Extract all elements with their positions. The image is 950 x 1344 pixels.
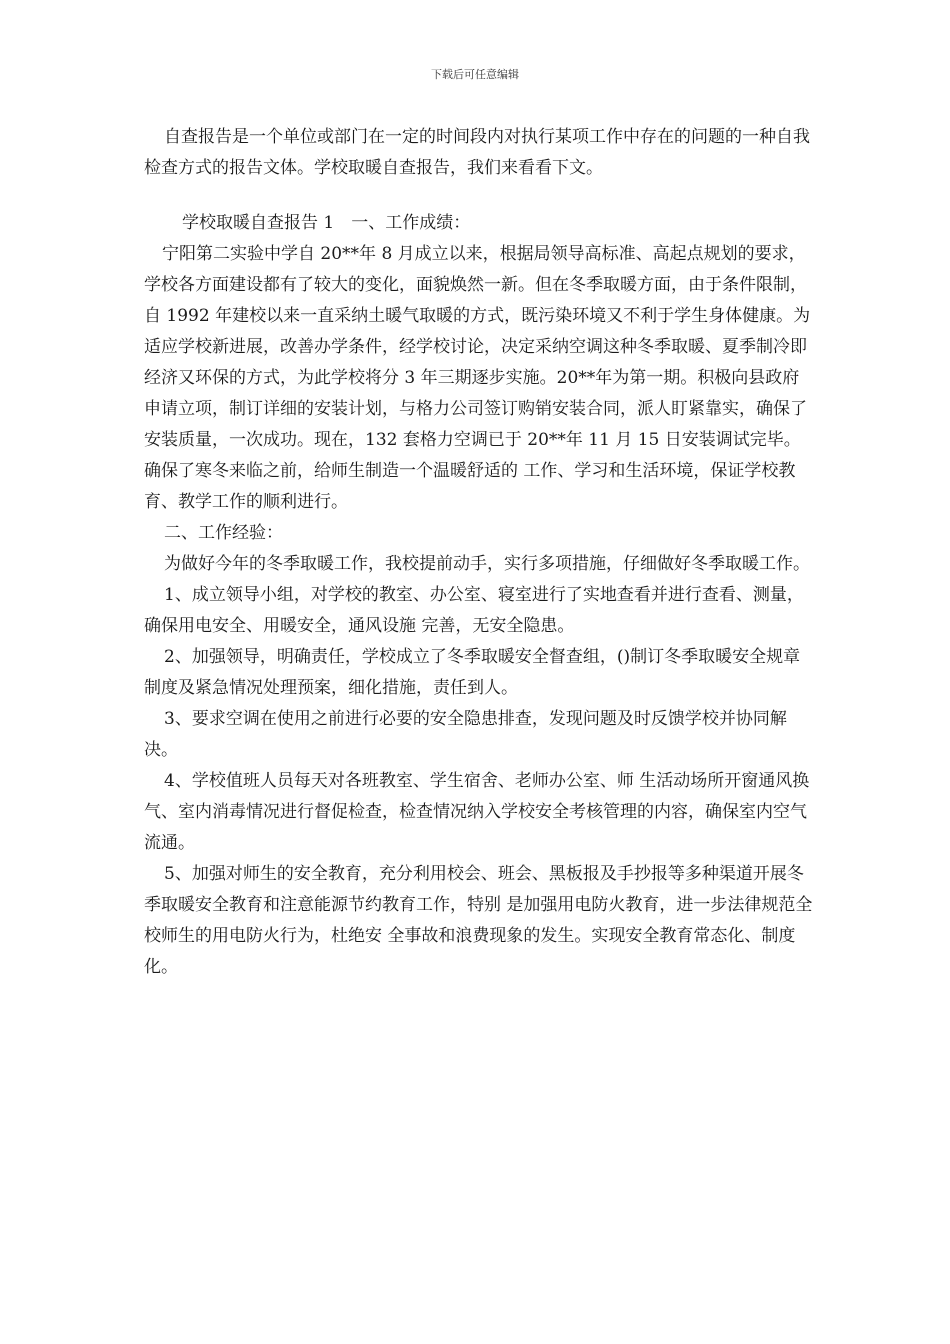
paragraph: 宁阳第二实验中学自 20**年 8 月成立以来，根据局领导高标准、高起点规划的要求，学校各方面建设都有了较大的变化，面貌焕然一新。但在冬季取暖方面，由于条件限制，自 1992 年建校以来一直采纳土暖气取暖的方式，既污染环境又不利于学生身体健康。为适应学校新进展，改善办学条件，经学校讨论，决定采纳空调这种冬季取暖、夏季制冷即经济又环保的方式，为此学校将分 3 年三期逐步实施。20**年为第一期。积极向县政府申请立项，制订详细的安装计划，与格力公司签订购销安装合同，派人盯紧靠实，确保了安装质量，一次成功。现在，132 套格力空调已于 20**年 11 月 15 日安装调试完毕。确保了寒冬来临之前，给师生制造一个温暖舒适的 工作、学习和生活环境，保证学校教育、教学工作的顺利进行。 [144, 244, 811, 512]
list-item: 2、加强领导，明确责任，学校成立了冬季取暖安全督查组，()制订冬季取暖安全规章制度及紧急情况处理预案，细化措施，责任到人。 [144, 647, 801, 698]
intro-paragraph: 自查报告是一个单位或部门在一定的时间段内对执行某项工作中存在的问题的一种自我检查方式的报告文体。学校取暖自查报告，我们来看看下文。 [144, 127, 810, 178]
page-header: 下载后可任意编辑 [431, 68, 519, 81]
section-title: 学校取暖自查报告 1 一、工作成绩： [182, 213, 471, 233]
list-item: 1、成立领导小组，对学校的教室、办公室、寝室进行了实地查看并进行查看、测量，确保用电安全、用暖安全，通风设施 完善，无安全隐患。 [144, 585, 804, 636]
section-heading: 二、工作经验： [164, 523, 283, 543]
document-body [144, 122, 814, 983]
list-item: 3、要求空调在使用之前进行必要的安全隐患排查，发现问题及时反馈学校并协同解决。 [144, 709, 787, 760]
list-item: 4、学校值班人员每天对各班教室、学生宿舍、老师办公室、师 生活动场所开窗通风换气、室内消毒情况进行督促检查，检查情况纳入学校安全考核管理的内容，确保室内空气流通。 [144, 771, 810, 853]
paragraph: 为做好今年的冬季取暖工作，我校提前动手，实行多项措施，仔细做好冬季取暖工作。 [164, 554, 810, 574]
spacer [144, 184, 814, 208]
list-item: 5、加强对师生的安全教育，充分利用校会、班会、黑板报及手抄报等多种渠道开展冬季取暖安全教育和注意能源节约教育工作，特别 是加强用电防火教育，进一步法律规范全校师生的用电防火行为，杜绝安 全事故和浪费现象的发生。实现安全教育常态化、制度化。 [144, 864, 813, 977]
